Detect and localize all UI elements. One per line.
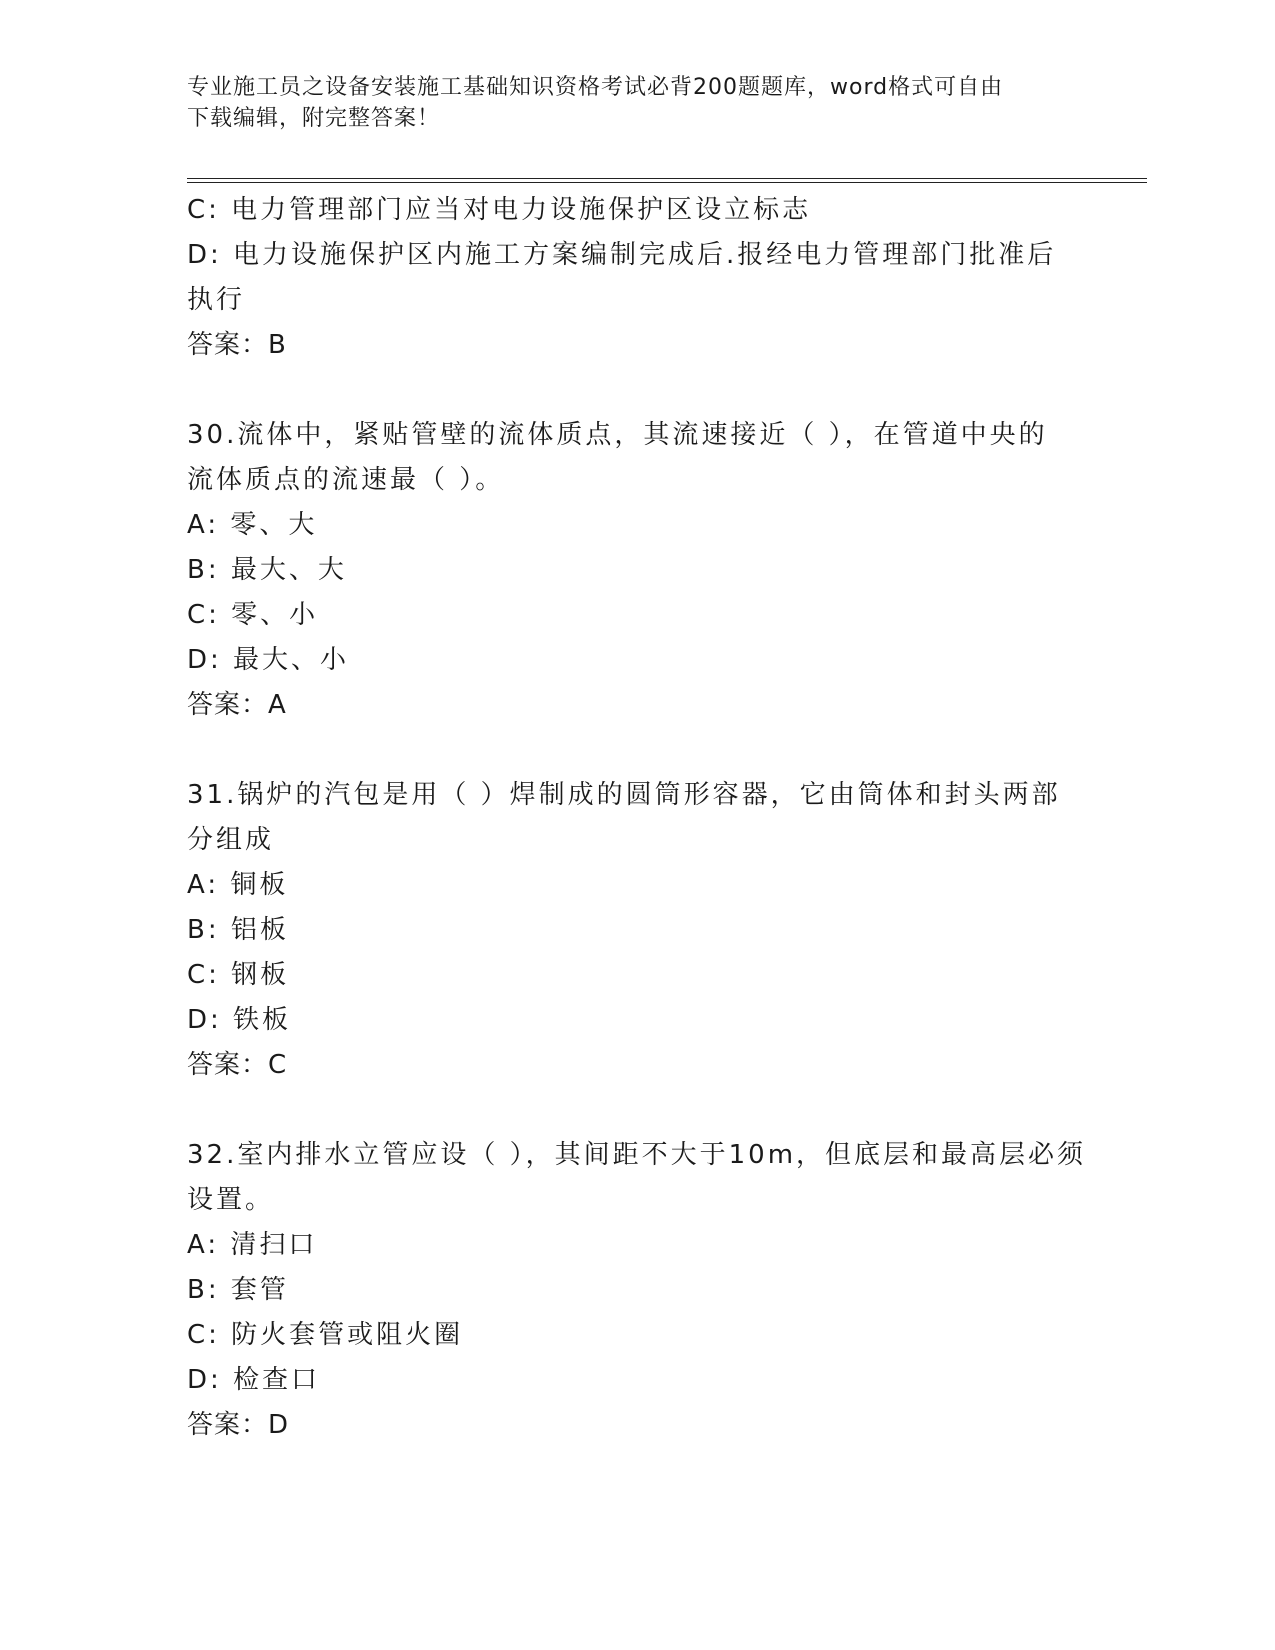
continued-question xyxy=(187,188,1087,368)
option-d-continued: 执行 xyxy=(187,285,246,315)
question-stem: 30.流体中，紧贴管壁的流体质点，其流速接近（ ），在管道中央的 xyxy=(187,420,1048,450)
option-d: D: 电力设施保护区内施工方案编制完成后.报经电力管理部门批准后 xyxy=(187,240,1057,270)
spacer xyxy=(187,368,1087,413)
question-32 xyxy=(187,1133,1087,1448)
header-line-1: 专业施工员之设备安装施工基础知识资格考试必背200题题库，word格式可自由 xyxy=(187,75,1004,100)
answer: 答案：D xyxy=(187,1410,290,1440)
answer: 答案：A xyxy=(187,690,287,720)
answer: 答案：B xyxy=(187,330,287,360)
option-d: D: 检查口 xyxy=(187,1365,321,1395)
question-content xyxy=(187,188,1087,1448)
option-c: C: 电力管理部门应当对电力设施保护区设立标志 xyxy=(187,195,812,225)
page-header xyxy=(187,72,1067,134)
option-a: A: 铜板 xyxy=(187,870,289,900)
header-line-2: 下载编辑，附完整答案！ xyxy=(187,106,441,131)
option-a: A: 清扫口 xyxy=(187,1230,318,1260)
header-divider-bottom xyxy=(187,182,1147,183)
question-stem-continued: 设置。 xyxy=(187,1185,275,1215)
option-d: D: 最大、小 xyxy=(187,645,350,675)
question-stem: 31.锅炉的汽包是用（ ）焊制成的圆筒形容器，它由筒体和封头两部 xyxy=(187,780,1061,810)
option-b: B: 套管 xyxy=(187,1275,289,1305)
spacer xyxy=(187,1088,1087,1133)
option-c: C: 零、小 xyxy=(187,600,319,630)
option-c: C: 防火套管或阻火圈 xyxy=(187,1320,464,1350)
question-stem: 32.室内排水立管应设（ ），其间距不大于10m，但底层和最高层必须 xyxy=(187,1140,1087,1170)
option-b: B: 铝板 xyxy=(187,915,289,945)
answer: 答案：C xyxy=(187,1050,288,1080)
spacer xyxy=(187,728,1087,773)
option-b: B: 最大、大 xyxy=(187,555,347,585)
question-stem-continued: 流体质点的流速最（ ）。 xyxy=(187,465,505,495)
option-c: C: 钢板 xyxy=(187,960,290,990)
header-divider-top xyxy=(187,178,1147,179)
option-d: D: 铁板 xyxy=(187,1005,292,1035)
question-30 xyxy=(187,413,1087,728)
question-stem-continued: 分组成 xyxy=(187,825,275,855)
option-a: A: 零、大 xyxy=(187,510,318,540)
question-31 xyxy=(187,773,1087,1088)
